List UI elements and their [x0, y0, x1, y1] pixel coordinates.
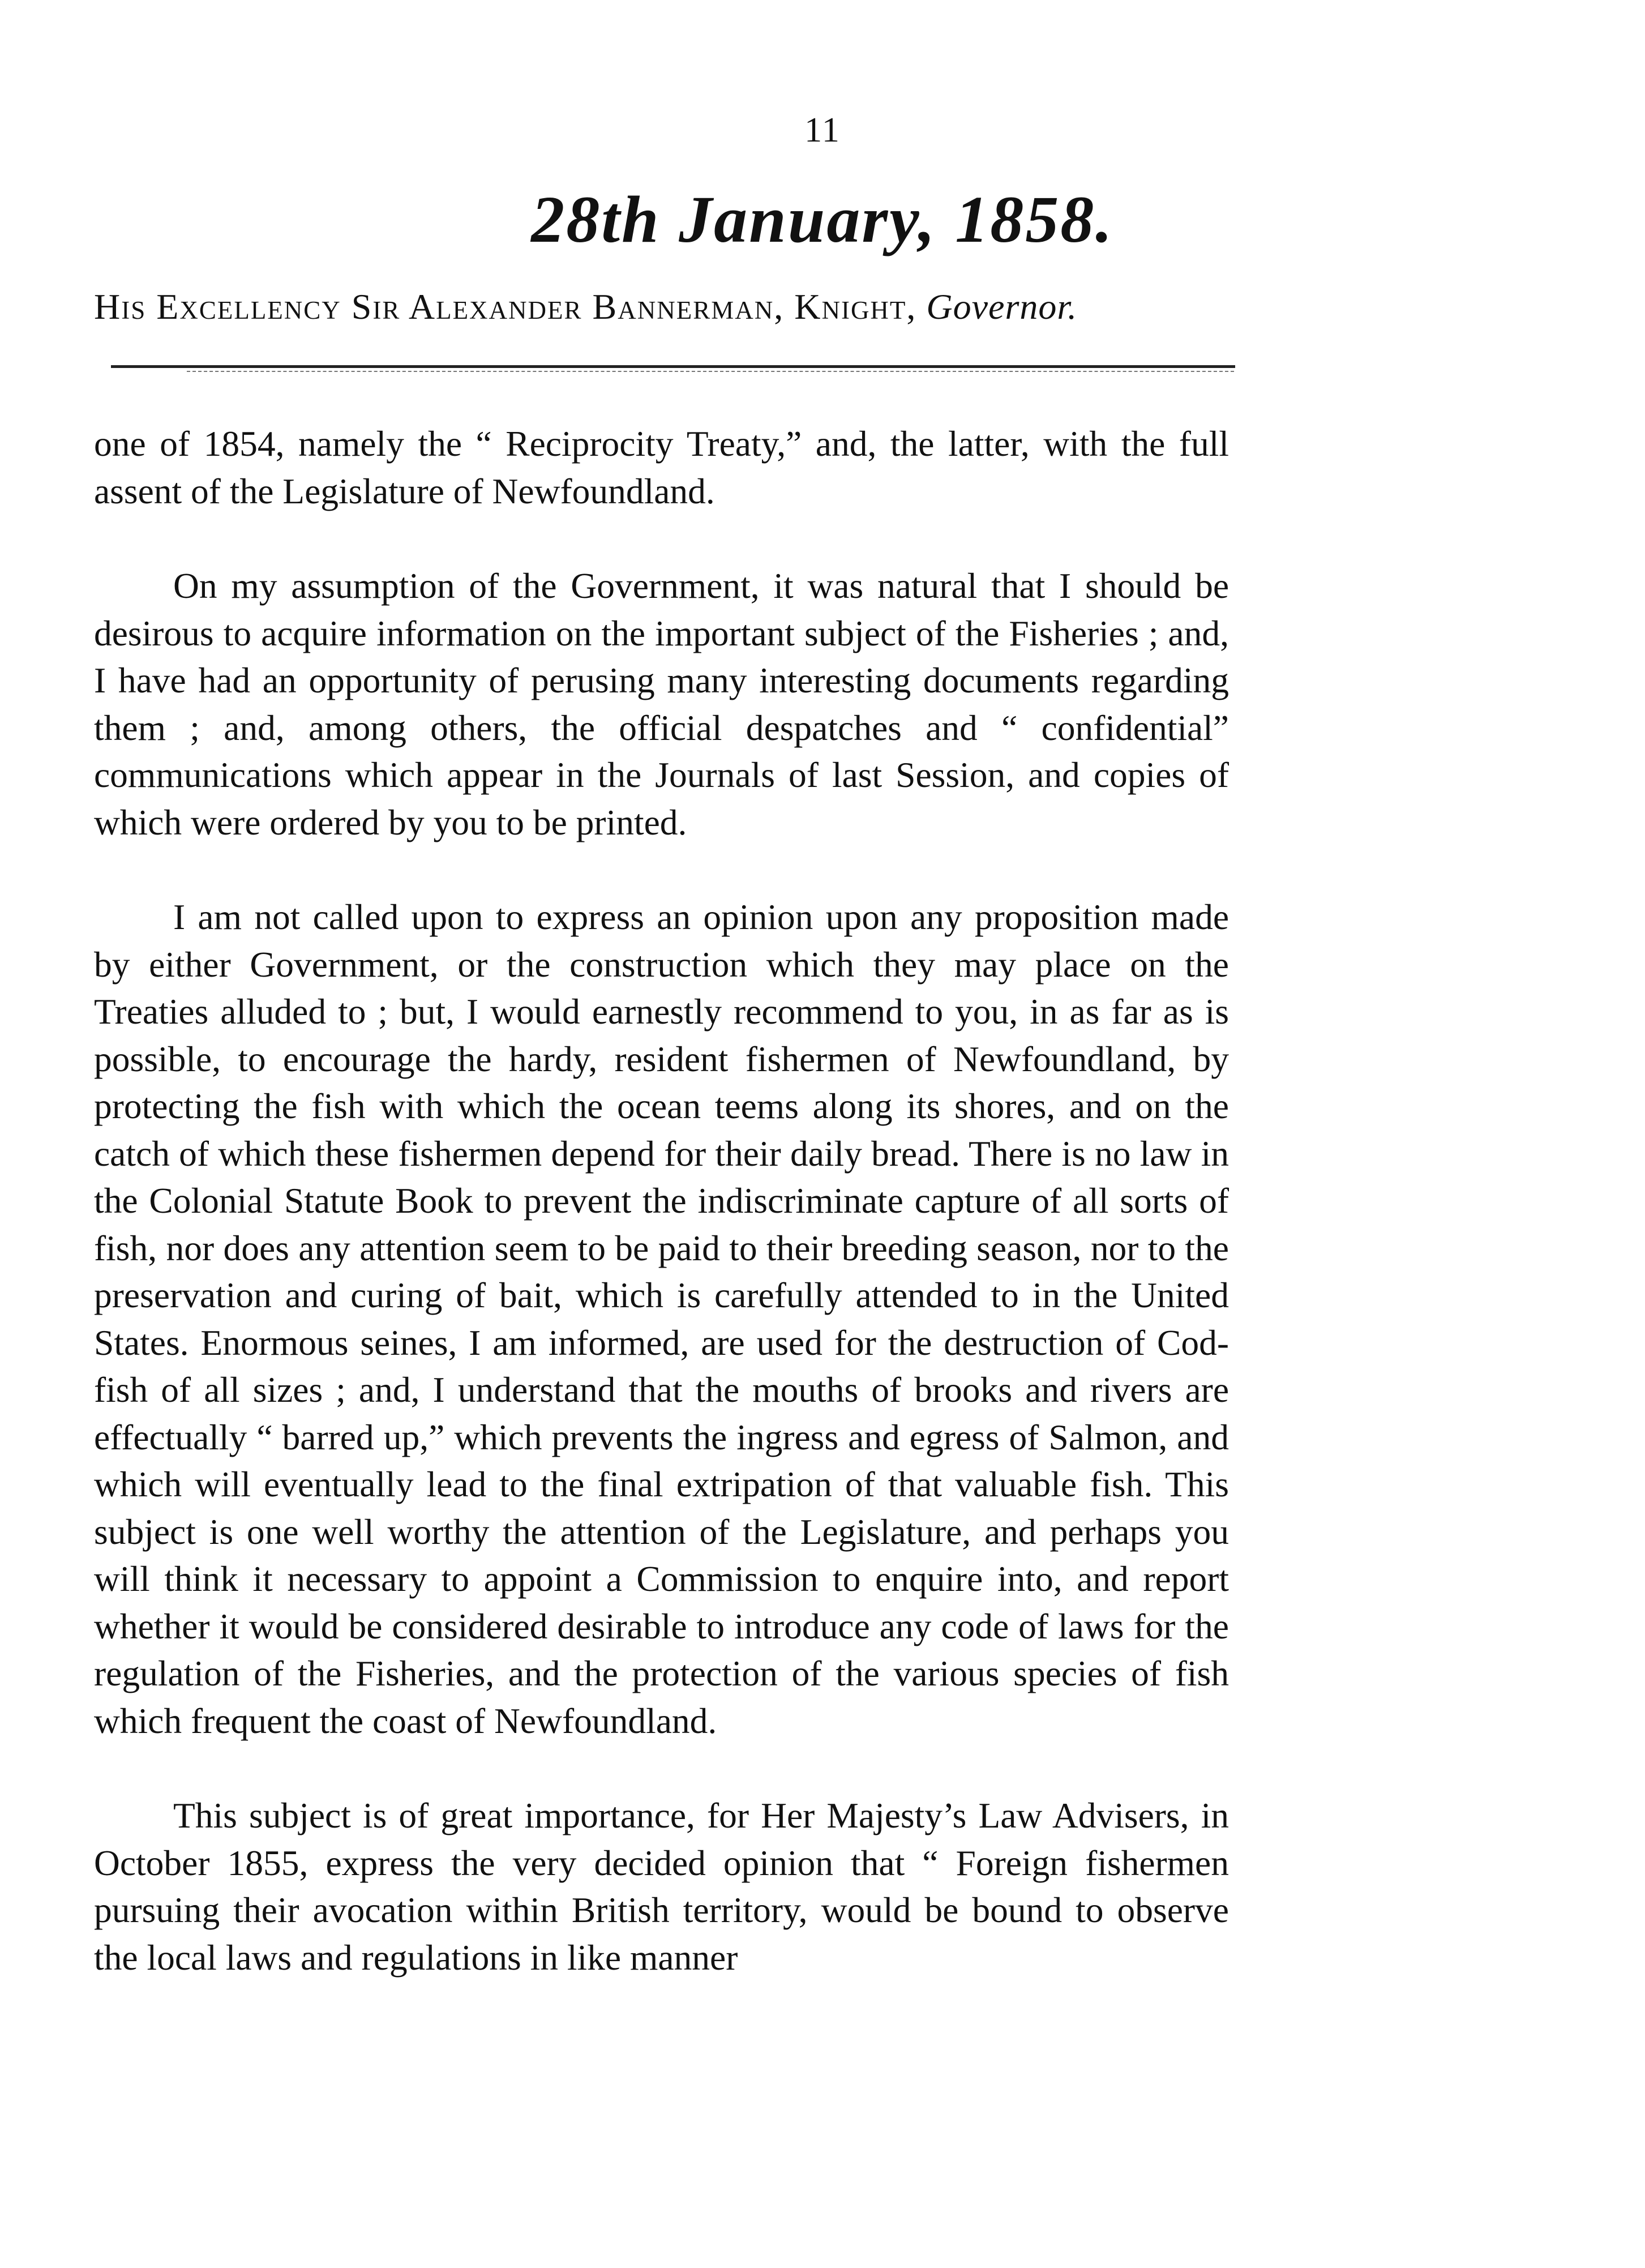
page-number: 11 [804, 111, 841, 149]
governor-name: His Excellency Sir Alexander Bannerman, Knight, [94, 286, 917, 327]
date-heading: 28th January, 1858. [531, 182, 1114, 256]
body-text [94, 420, 1229, 1981]
governor-title: Governor. [926, 286, 1078, 327]
paragraph-assumption: On my assumption of the Government, it was natural that I should be desirous to acquire information on the important subject of the Fisheries ; and, I have had an opportunity of perusing many interesting documents regarding them ; and, among others, the official despatches and “ confidential” communications which appear in the Journals of last Session, and copies of which were ordered by you to be printed. [94, 566, 1229, 842]
governor-line [94, 286, 1229, 328]
paragraph-continued: one of 1854, namely the “ Reciprocity Treaty,” and, the latter, with the full assent of the Legislature of Newfoundland. [94, 423, 1229, 511]
paragraph-fisheries-recommendation: I am not called upon to express an opinion upon any proposition made by either Government, or the construction which they may place on the Treaties alluded to ; but, I would earnestly recommend to you, in as far as is possible, to encourage the hardy, resident fishermen of Newfoundland, by protecting the fish with which the ocean teems along its shores, and on the catch of which these fishermen depend for their daily bread. There is no law in the Colonial Statute Book to prevent the indiscriminate capture of all sorts of fish, nor does any attention seem to be paid to their breeding season, nor to the preservation and curing of bait, which is carefully attended to in the United States. Enormous seines, I am informed, are used for the destruction of Cod-fish of all sizes ; and, I understand that the mouths of brooks and rivers are effectually “ barred up,” which prevents the ingress and egress of Salmon, and which will eventually lead to the final extripation of that valuable fish. This subject is one well worthy the attention of the Legislature, and perhaps you will think it necessary to appoint a Commission to enquire into, and report whether it would be considered desirable to introduce any code of laws for the regulation of the Fisheries, and the protection of the various species of fish which frequent the coast of Newfoundland. [94, 897, 1229, 1741]
header-rule-shadow [187, 371, 1234, 372]
header-rule [111, 365, 1235, 368]
paragraph-law-advisers: This subject is of great importance, for Her Majesty’s Law Advisers, in October 1855, express the very decided opinion that “ Foreign fishermen pursuing their avocation within British territory, would be bound to observe the local laws and regulations in like manner [94, 1795, 1229, 1978]
